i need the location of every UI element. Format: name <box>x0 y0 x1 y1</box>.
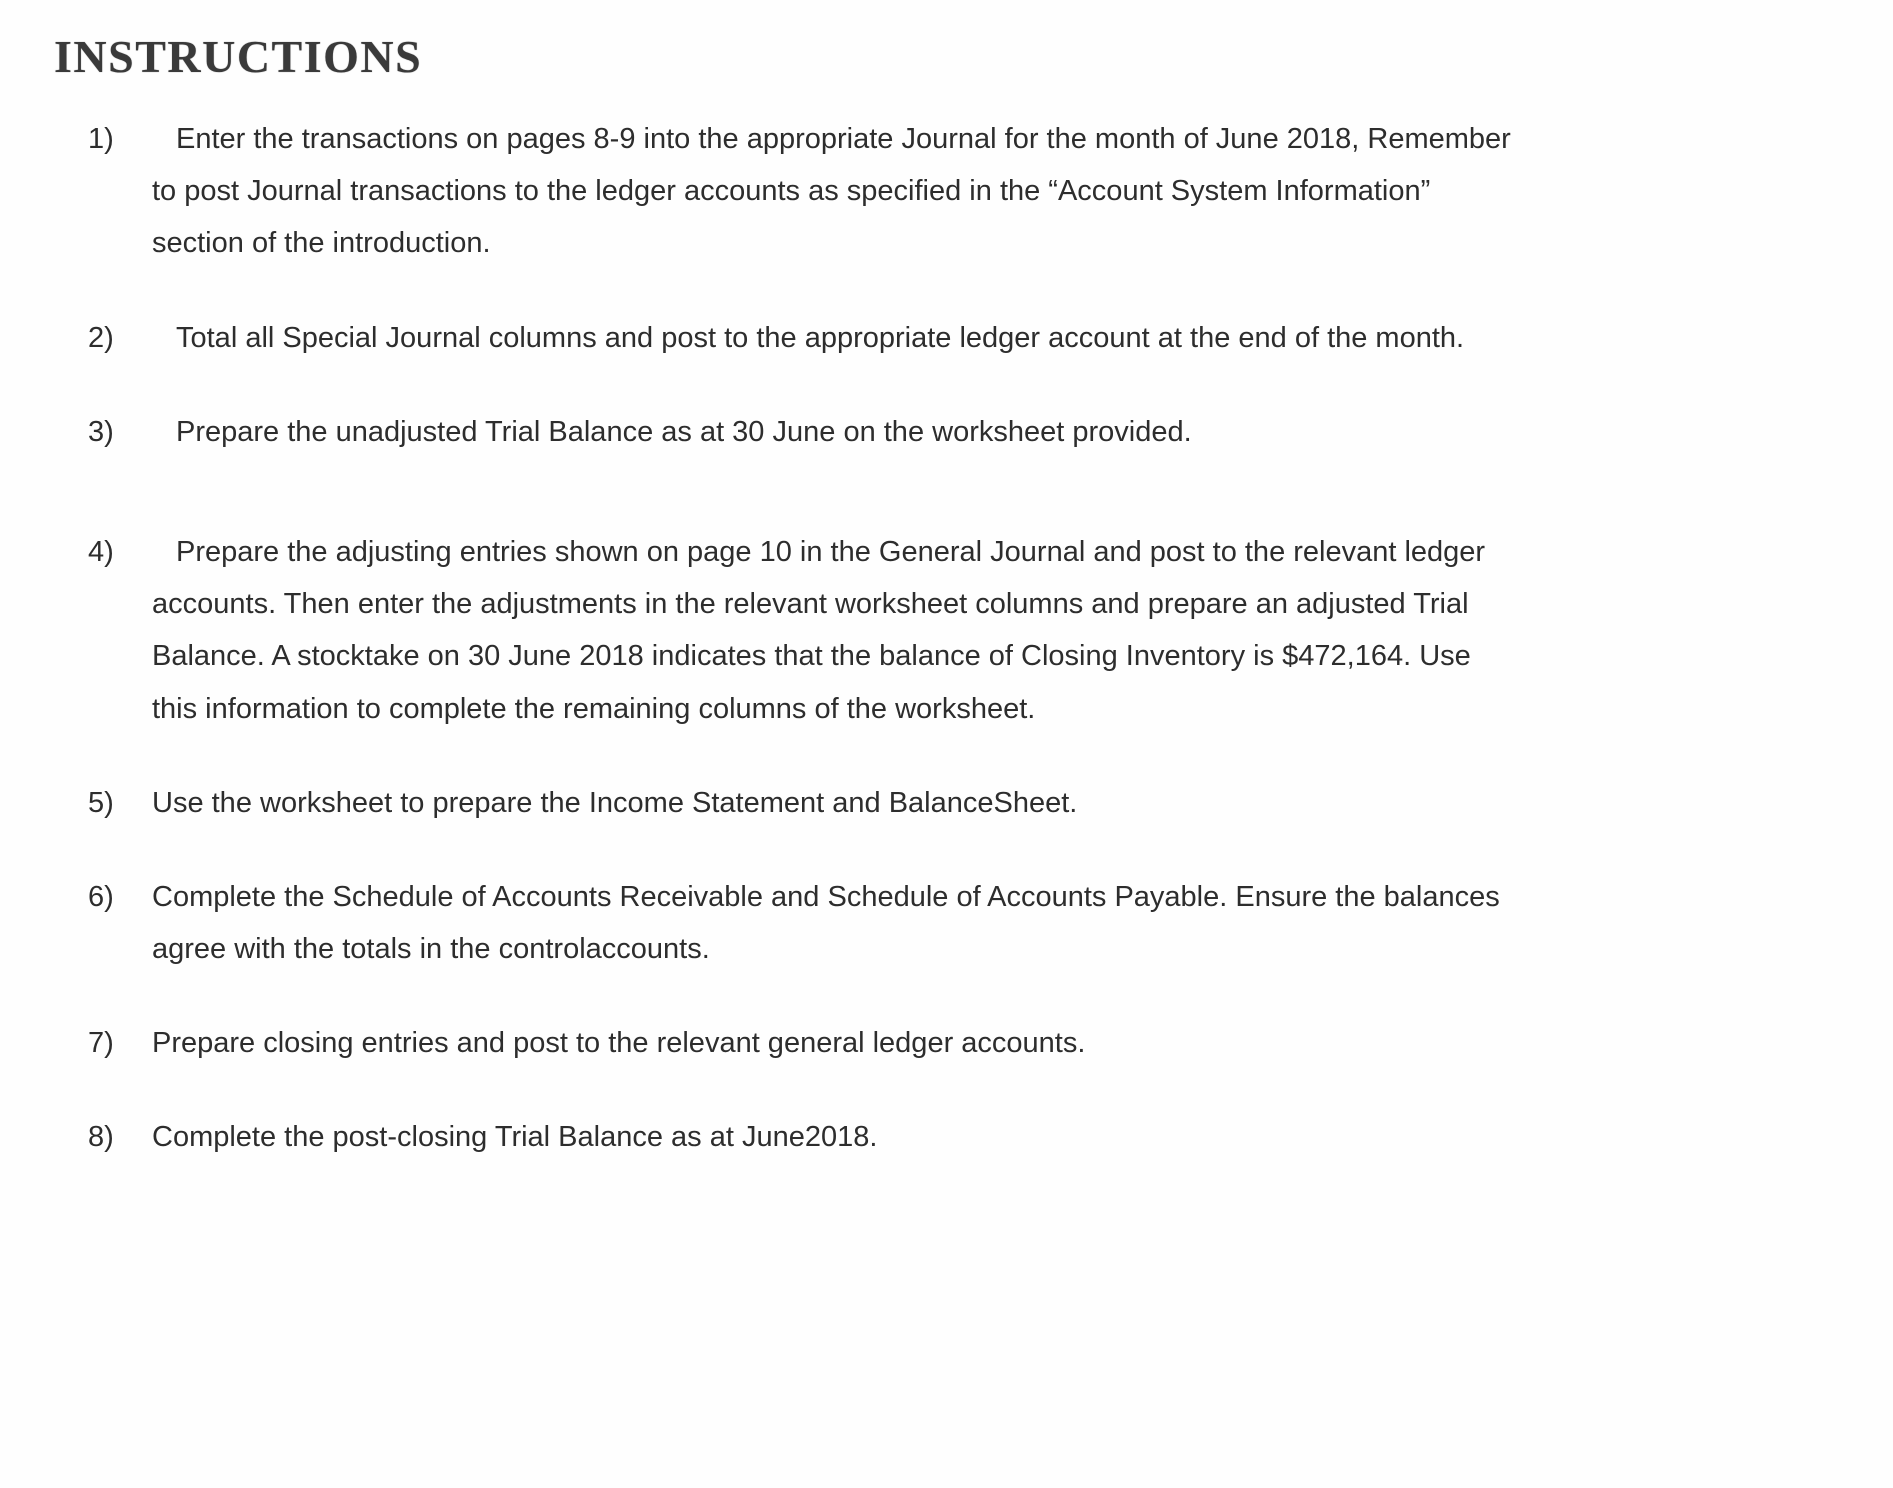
list-item-text: Prepare the adjusting entries shown on page 10 in the General Journal and post to the relevant ledger accounts. Then enter the adjustments in the relevant worksheet columns and prepare an adjusted Trial Balance. A stocktake on 30 June 2018 indicates that the balance of Closing Inventory is $472,164. Use this information to complete the remaining columns of the worksheet. <box>152 535 1486 725</box>
list-item-text: Enter the transactions on pages 8-9 into the appropriate Journal for the month of June 2018, Remember to post Journal transactions to the ledger accounts as specified in the “Account System Information” section of the introduction. <box>152 123 1511 260</box>
list-item-number: 6) <box>88 880 114 913</box>
page-title: INSTRUCTIONS <box>54 31 423 82</box>
list-item-number: 2) <box>88 321 114 354</box>
list-item-text: Complete the Schedule of Accounts Receivable and Schedule of Accounts Payable. Ensure the balances agree with the totals in the controlaccounts. <box>152 880 1500 966</box>
list-item <box>88 871 1518 975</box>
list-item-text: Prepare the unadjusted Trial Balance as at 30 June on the worksheet provided. <box>176 415 1192 448</box>
instruction-list <box>88 113 1518 1164</box>
list-item <box>88 312 1518 364</box>
list-item-number: 8) <box>88 1121 114 1154</box>
list-item <box>88 113 1518 270</box>
list-item-number: 7) <box>88 1027 114 1060</box>
list-item-number: 4) <box>88 535 114 568</box>
list-item-number: 5) <box>88 786 114 819</box>
list-item <box>88 1017 1518 1069</box>
list-item-text: Complete the post-closing Trial Balance as at June2018. <box>152 1121 878 1154</box>
list-item <box>88 406 1518 458</box>
list-item <box>88 526 1518 735</box>
list-item-number: 3) <box>88 415 114 448</box>
list-item-text: Prepare closing entries and post to the relevant general ledger accounts. <box>152 1027 1086 1060</box>
list-item-number: 1) <box>88 123 114 155</box>
list-item <box>88 777 1518 829</box>
list-item-text: Use the worksheet to prepare the Income Statement and BalanceSheet. <box>152 786 1078 819</box>
list-item-text: Total all Special Journal columns and post to the appropriate ledger account at the end of the month. <box>176 321 1465 354</box>
list-item <box>88 1111 1518 1163</box>
